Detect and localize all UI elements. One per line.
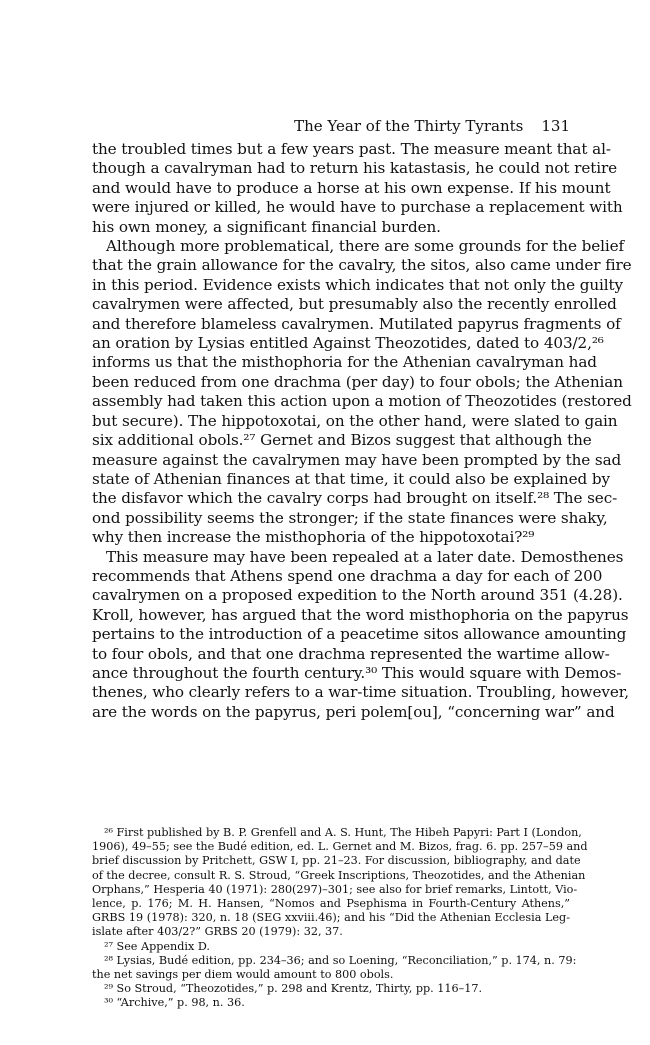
footnote-line: ²⁹ So Stroud, “Theozotides,” p. 298 and Krentz, Thirty, pp. 116–17. [104,982,483,996]
text-line: his own money, a significant financial burden. [92,217,441,236]
text-line: pertains to the introduction of a peacetime sitos allowance amounting [92,625,627,644]
text-line: Although more problematical, there are some grounds for the belief [106,237,625,256]
text-line: that the grain allowance for the cavalry, the sitos, also came under fire [92,256,632,275]
text-line: to four obols, and that one drachma represented the wartime allow- [92,644,610,663]
running-head [92,117,570,135]
text-line: informs us that the misthophoria for the Athenian cavalryman had [92,353,597,372]
text-line: why then increase the misthophoria of the hippotoxotai?²⁹ [92,528,535,547]
footnote-line: ²⁷ See Appendix D. [104,939,210,953]
text-line: cavalrymen on a proposed expedition to the North around 351 (4.28). [92,586,623,605]
text-line: recommends that Athens spend one drachma a day for each of 200 [92,566,603,585]
text-line: the disfavor which the cavalry corps had brought on itself.²⁸ The sec- [92,489,618,508]
footnote-line: 1906), 49–55; see the Budé edition, ed. L. Gernet and M. Bizos, frag. 6. pp. 257–59 and [92,840,588,854]
text-line: ance throughout the fourth century.³⁰ This would square with Demos- [92,663,622,682]
footnote-line: ²⁶ First published by B. P. Grenfell and A. S. Hunt, The Hibeh Papyri: Part I (London, [104,826,582,839]
footnote-line: the net savings per diem would amount to 800 obols. [92,968,394,982]
footnote-line: ³⁰ “Archive,” p. 98, n. 36. [104,996,245,1010]
text-line: and would have to produce a horse at his own expense. If his mount [92,178,611,197]
text-line: are the words on the papyrus, peri polem[ou], “concerning war” and [92,702,615,721]
text-line: assembly had taken this action upon a motion of Theozotides (restored [92,392,632,411]
text-line: but secure). The hippotoxotai, on the other hand, were slated to gain [92,411,618,430]
text-line: been reduced from one drachma (per day) to four obols; the Athenian [92,372,623,391]
text-line: were injured or killed, he would have to purchase a replacement with [92,198,623,217]
footnote-line: brief discussion by Pritchett, GSW I, pp. 21–23. For discussion, bibliography, and date [92,854,581,868]
main-text [92,140,632,722]
footnote-line: Orphans,” Hesperia 40 (1971): 280(297)–301; see also for brief remarks, Lintott, Vio- [92,882,578,896]
footnotes [92,826,588,1011]
text-line: cavalrymen were affected, but presumably also the recently enrolled [92,295,617,314]
footnote-line: GRBS 19 (1978): 320, n. 18 (SEG xxviii.46); and his “Did the Athenian Ecclesia Leg- [92,911,570,925]
running-head-title: The Year of the Thirty Tyrants [294,117,524,135]
text-line: though a cavalryman had to return his katastasis, he could not retire [92,159,618,178]
text-line: thenes, who clearly refers to a war-time situation. Troubling, however, [92,683,629,702]
text-line: ond possibility seems the stronger; if the state finances were shaky, [92,508,608,527]
text-line: and therefore blameless cavalrymen. Mutilated papyrus fragments of [92,314,621,333]
page-number: 131 [541,117,570,135]
text-line: in this period. Evidence exists which indicates that not only the guilty [92,275,624,294]
footnote-line: of the decree, consult R. S. Stroud, “Greek Inscriptions, Theozotides, and the Athenian [92,868,586,882]
text-line: six additional obols.²⁷ Gernet and Bizos suggest that although the [92,431,592,450]
footnote-line: islate after 403/2?” GRBS 20 (1979): 32, 37. [92,925,343,939]
text-line: This measure may have been repealed at a later date. Demosthenes [106,547,624,566]
footnote-line: lence, p. 176; M. H. Hansen, “Nomos and Psephisma in Fourth-Century Athens,” [92,897,570,911]
footnote-line: ²⁸ Lysias, Budé edition, pp. 234–36; and so Loening, “Reconciliation,” p. 174, n. 79: [104,953,577,967]
text-line: state of Athenian finances at that time, it could also be explained by [92,469,610,488]
text-line: measure against the cavalrymen may have been prompted by the sad [92,450,622,469]
text-line: the troubled times but a few years past. The measure meant that al- [92,140,611,158]
text-line: Kroll, however, has argued that the word misthophoria on the papyrus [92,605,629,624]
text-line: an oration by Lysias entitled Against Theozotides, dated to 403/2,²⁶ [92,334,604,353]
